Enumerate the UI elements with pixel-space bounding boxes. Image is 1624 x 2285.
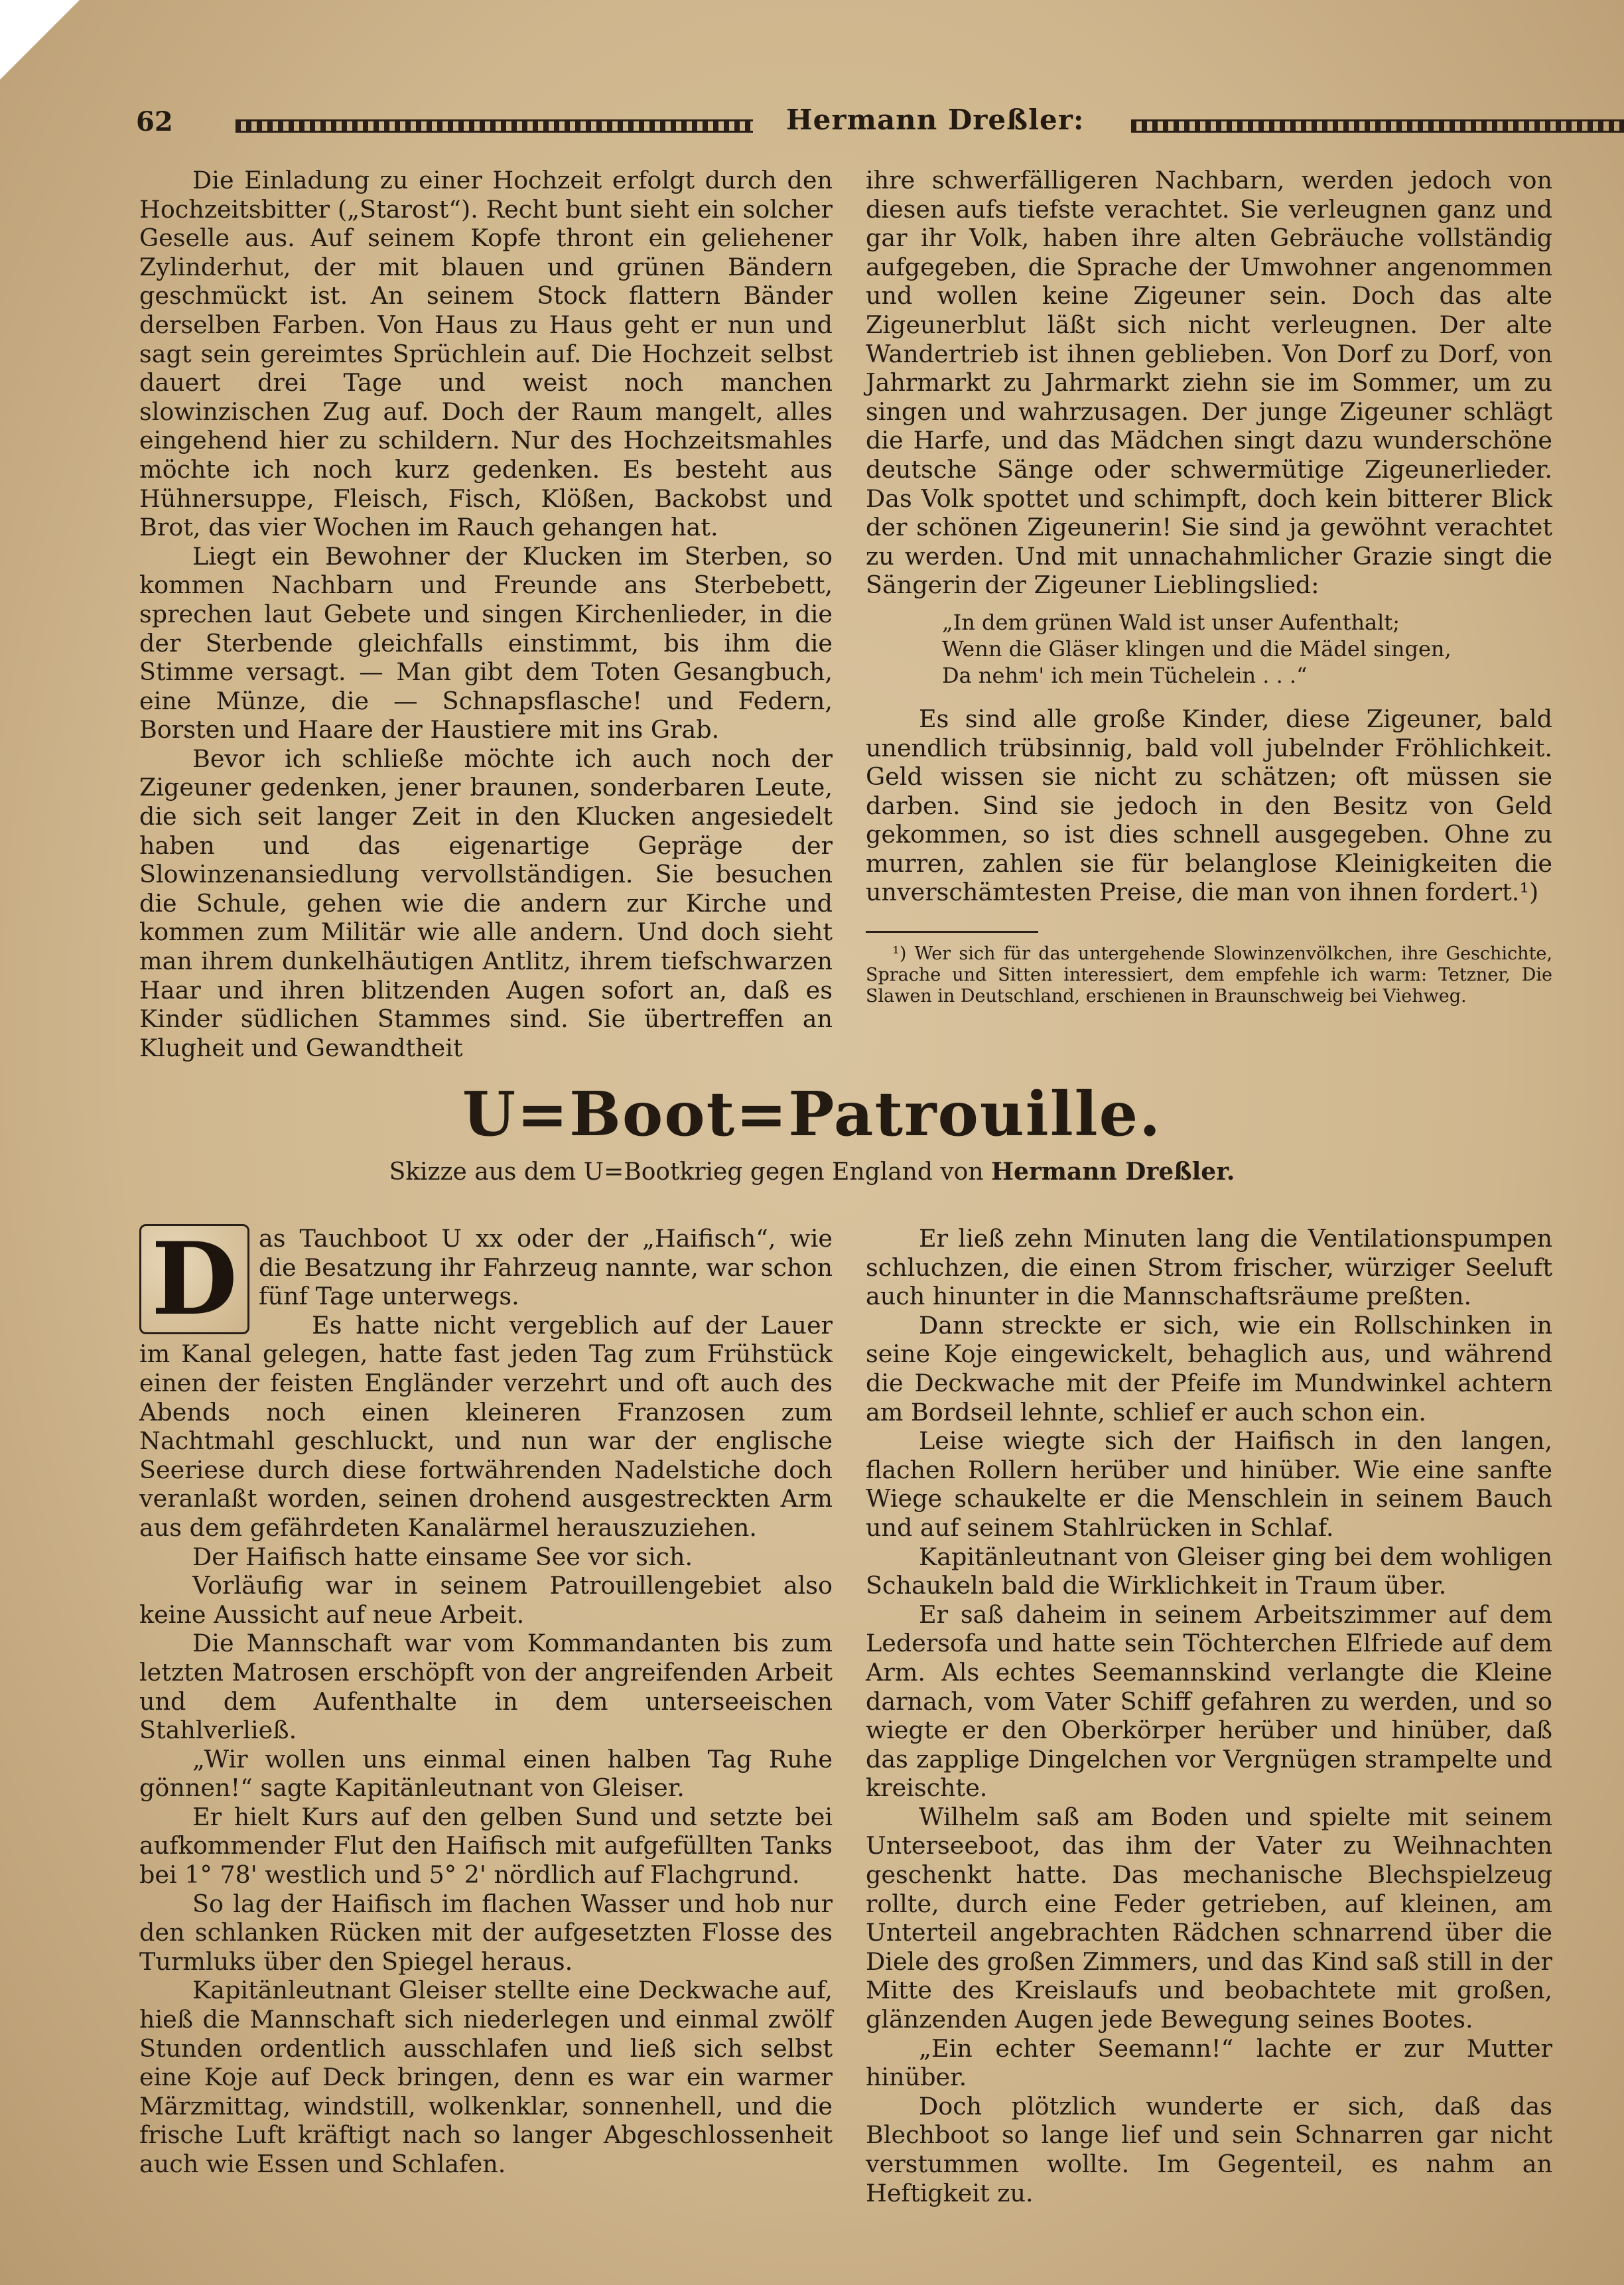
paragraph: Bevor ich schließe möchte ich auch noch der Zigeuner gedenken, jener braunen, sonderbaren Leute, die sich seit langer Zeit in den Klucken angesiedelt haben und das eigenartige Gepräge der Slowinzenansiedlung vervollständigen. Sie besuchen die Schule, gehen wie die andern zur Kirche und kommen zum Militär wie alle andern. Und doch sieht man ihrem dunkelhäutigen Antlitz, ihrem tiefschwarzen Haar und ihren blitzenden Augen sofort an, daß es Kinder südlichen Stammes sind. Sie übertreffen an Klugheit und Gewandtheit	[139, 744, 833, 1062]
paragraph: Doch plötzlich wunderte er sich, daß das Blechboot so lange lief und sein Schnarren gar nicht verstummen wollte. Im Gegenteil, es nahm an Heftigkeit zu.	[866, 2091, 1552, 2207]
verse-line: Wenn die Gläser klingen und die Mädel singen,	[942, 636, 1452, 661]
song-verse	[942, 609, 1552, 689]
column-top-left	[139, 166, 833, 1062]
subtitle-prefix: Skizze aus dem U=Bootkrieg gegen England von	[389, 1158, 984, 1186]
torn-corner	[0, 0, 80, 80]
paragraph: So lag der Haifisch im flachen Wasser und hob nur den schlanken Rücken mit der aufgesetzten Flosse des Turmluks über den Spiegel heraus.	[139, 1889, 833, 1976]
paragraph: Die Mannschaft war vom Kommandanten bis zum letzten Matrosen erschöpft von der angreifenden Arbeit und dem Aufenthalte in dem unterseeischen Stahlverließ.	[139, 1629, 833, 1745]
paragraph: Kapitänleutnant von Gleiser ging bei dem wohligen Schaukeln bald die Wirklichkeit in Traum über.	[866, 1542, 1552, 1600]
paragraph: „Ein echter Seemann!“ lachte er zur Mutter hinüber.	[866, 2034, 1552, 2092]
paragraph: ihre schwerfälligeren Nachbarn, werden jedoch von diesen aufs tiefste verachtet. Sie verleugnen ganz und gar ihr Volk, haben ihre alten Gebräuche vollständig aufgegeben, die Sprache der Umwohner angenommen und wollen keine Zigeuner sein. Doch das alte Zigeunerblut läßt sich nicht verleugnen. Der alte Wandertrieb ist ihnen geblieben. Von Dorf zu Dorf, von Jahrmarkt zu Jahrmarkt ziehn sie im Sommer, um zu singen und wahrzusagen. Der junge Zigeuner schlägt die Harfe, und das Mädchen singt dazu wunderschöne deutsche Sänge oder schwermütige Zigeunerlieder. Das Volk spottet und schimpft, doch kein bitterer Blick der schönen Zigeunerin! Sie sind ja gewöhnt verachtet zu werden. Und mit unnachahmlicher Grazie singt die Sängerin der Zigeuner Lieblingslied:	[866, 166, 1552, 600]
ornament-right	[1131, 119, 1624, 133]
article-subtitle	[0, 1158, 1624, 1186]
drop-cap: D	[139, 1224, 249, 1334]
paragraph: Er saß daheim in seinem Arbeitszimmer auf dem Ledersofa und hatte sein Töchterchen Elfriede auf dem Arm. Als echtes Seemannskind verlangte die Kleine darnach, vom Vater Schiff gefahren zu werden, und so wiegte er den Oberkörper herüber und hinüber, daß das zapplige Dingelchen vor Vergnügen strampelte und kreischte.	[866, 1600, 1552, 1803]
article-title: U=Boot=Patrouille.	[462, 1078, 1162, 1150]
footnote: ¹) Wer sich für das untergehende Slowinzenvölkchen, ihre Geschichte, Sprache und Sitten interessiert, dem empfehle ich warm: Tetzner, Die Slawen in Deutschland, erschienen in Braunschweig bei Viehweg.	[866, 943, 1552, 1007]
column-bottom-right	[866, 1224, 1552, 2207]
verse-line: „In dem grünen Wald ist unser Aufenthalt;	[942, 609, 1400, 635]
paragraph: Es hatte nicht vergeblich auf der Lauer im Kanal gelegen, hatte fast jeden Tag zum Frühstück einen der feisten Engländer verzehrt und oft auch des Abends noch einen kleineren Franzosen zum Nachtmahl geschluckt, und nun war der englische Seeriese durch diese fortwährenden Nadelstiche doch veranlaßt worden, seinen drohend ausgestreckten Arm aus dem gefährdeten Kanalärmel herauszuziehen.	[139, 1310, 833, 1542]
column-bottom-left	[139, 1221, 833, 2179]
page-number: 62	[136, 106, 173, 137]
paragraph: Es sind alle große Kinder, diese Zigeuner, bald unendlich trübsinnig, bald voll jubelnder Fröhlichkeit. Geld wissen sie nicht zu schätzen; oft müssen sie darben. Sind sie jedoch in den Besitz von Geld gekommen, so ist dies schnell ausgegeben. Ohne zu murren, zahlen sie für belanglose Kleinigkeiten die unverschämtesten Preise, die man von ihnen fordert.¹)	[866, 704, 1552, 907]
ornament-left	[236, 119, 753, 133]
paragraph: Er ließ zehn Minuten lang die Ventilationspumpen schluchzen, die einen Strom frischer, würziger Seeluft auch hinunter in die Mannschaftsräume preßten.	[866, 1224, 1552, 1311]
paragraph: Kapitänleutnant Gleiser stellte eine Deckwache auf, hieß die Mannschaft sich niederlegen und einmal zwölf Stunden ordentlich ausschlafen und ließ sich selbst eine Koje auf Deck bringen, denn es war ein warmer Märzmittag, windstill, wolkenklar, sonnenhell, und die frische Luft kräftigt nach so langer Abgeschlossenheit auch wie Essen und Schlafen.	[139, 1976, 833, 2178]
paragraph: Leise wiegte sich der Haifisch in den langen, flachen Rollern herüber und hinüber. Wie eine sanfte Wiege schaukelte er die Menschlein in seinem Bauch und auf seinem Stahlrücken in Schlaf.	[866, 1426, 1552, 1542]
paragraph: Er hielt Kurs auf den gelben Sund und setzte bei aufkommender Flut den Haifisch mit aufgefüllten Tanks bei 1° 78' westlich und 5° 2' nördlich auf Flachgrund.	[139, 1802, 833, 1890]
paragraph: Wilhelm saß am Boden und spielte mit seinem Unterseeboot, das ihm der Vater zu Weihnachten geschenkt hatte. Das mechanische Blechspielzeug rollte, durch eine Feder getrieben, auf kleinen, am Unterteil angebrachten Rädchen schnarrend über die Diele des großen Zimmers, und das Kind saß still in der Mitte des Kreislaufs und beobachtete mit großen, glänzenden Augen jede Bewegung seines Bootes.	[866, 1802, 1552, 2034]
paragraph: Dann streckte er sich, wie ein Rollschinken in seine Koje eingewickelt, behaglich aus, und während die Deckwache mit der Pfeife im Mundwinkel achtern am Bordseil lehnte, schlief er auch schon ein.	[866, 1310, 1552, 1426]
verse-line: Da nehm' ich mein Tüchelein . . .“	[942, 662, 1308, 688]
column-top-right	[866, 166, 1552, 1007]
paragraph: Vorläufig war in seinem Patrouillengebiet also keine Aussicht auf neue Arbeit.	[139, 1571, 833, 1629]
paragraph: „Wir wollen uns einmal einen halben Tag Ruhe gönnen!“ sagte Kapitänleutnant von Gleiser.	[139, 1744, 833, 1803]
paragraph: as Tauchboot U xx oder der „Haifisch“, wie die Besatzung ihr Fahrzeug nannte, war schon fünf Tage unterwegs.	[259, 1224, 833, 1311]
running-header	[136, 101, 1549, 147]
subtitle-author: Hermann Dreßler.	[991, 1158, 1235, 1186]
paragraph: Liegt ein Bewohner der Klucken im Sterben, so kommen Nachbarn und Freunde ans Sterbebett, sprechen laut Gebete und singen Kirchenlieder, in die der Sterbende gleichfalls einstimmt, bis ihm die Stimme versagt. — Man gibt dem Toten Gesangbuch, eine Münze, die — Schnapsflasche! und Federn, Borsten und Haare der Haustiere mit ins Grab.	[139, 541, 833, 744]
running-author: Hermann Dreßler:	[786, 104, 1085, 136]
paragraph: Die Einladung zu einer Hochzeit erfolgt durch den Hochzeitsbitter („Starost“). Recht bunt sieht ein solcher Geselle aus. Auf seinem Kopfe thront ein geliehener Zylinderhut, der mit blauen und grünen Bändern geschmückt ist. An seinem Stock flattern Bänder derselben Farben. Von Haus zu Haus geht er nun und sagt sein gereimtes Sprüchlein auf. Die Hochzeit selbst dauert drei Tage und weist noch manchen slowinzischen Zug auf. Doch der Raum mangelt, alles eingehend hier zu schildern. Nur des Hochzeitsmahles möchte ich noch kurz gedenken. Es besteht aus Hühnersuppe, Fleisch, Fisch, Klößen, Backobst und Brot, das vier Wochen im Rauch gehangen hat.	[139, 166, 833, 542]
paragraph: Der Haifisch hatte einsame See vor sich.	[192, 1542, 693, 1571]
footnote-rule	[866, 931, 1038, 933]
